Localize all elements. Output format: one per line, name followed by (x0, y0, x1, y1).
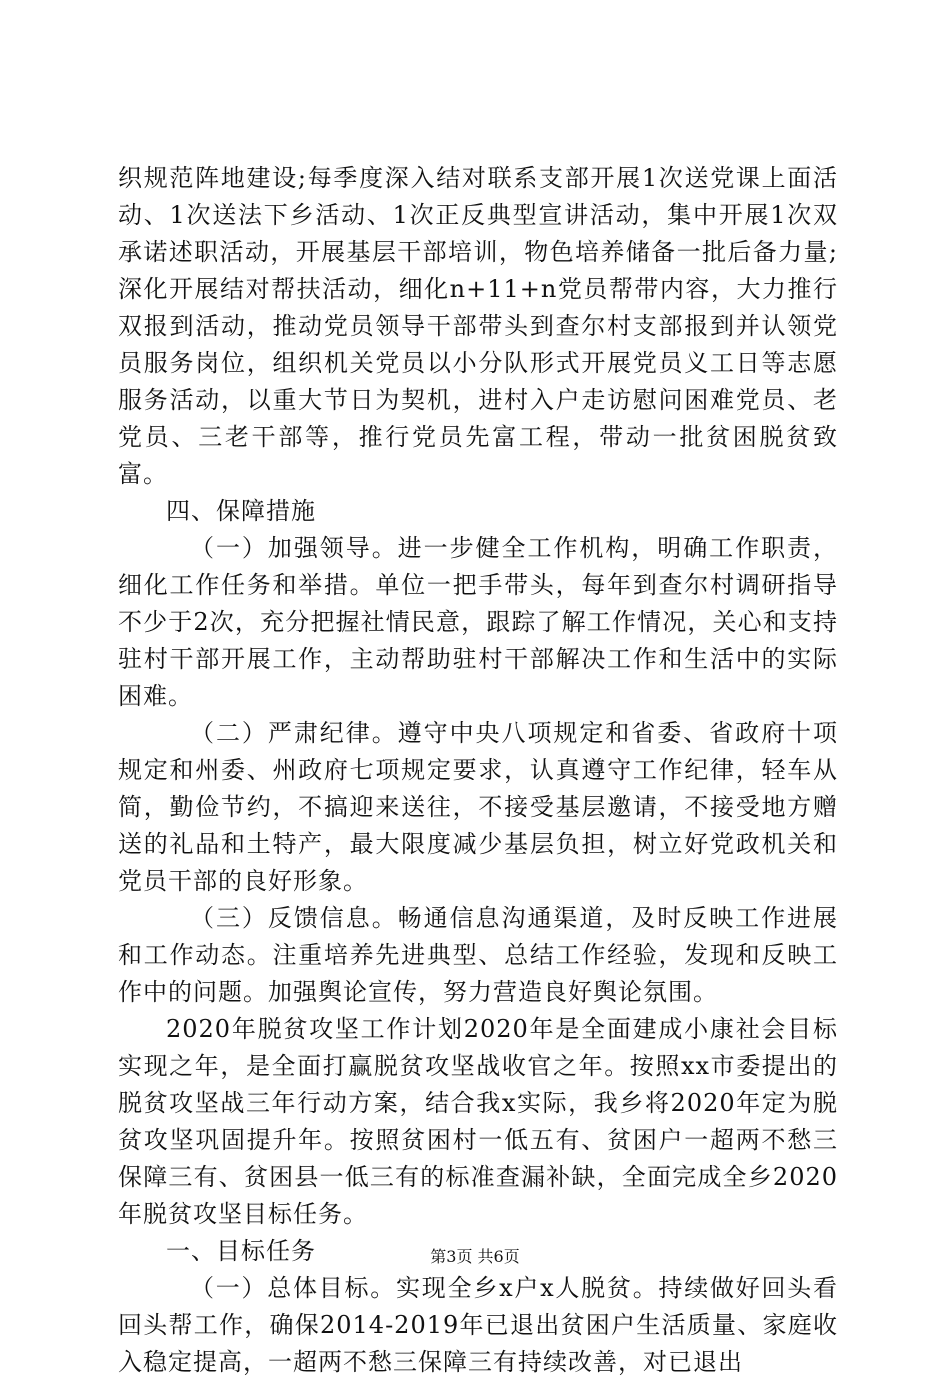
paragraph-overall-target: （一）总体目标。实现全乡x户x人脱贫。持续做好回头看回头帮工作，确保2014-2019年已退出贫困户生活质量、家庭收入稳定提高，一超两不愁三保障三有持续改善，对已退出 (118, 1274, 838, 1376)
paragraph-strict-discipline: （二）严肃纪律。遵守中央八项规定和省委、省政府十项规定和州委、州政府七项规定要求，认真遵守工作纪律，轻车从简，勤俭节约，不搞迎来送往，不接受基层邀请，不接受地方赠送的礼品和土特产，最大限度减少基层负担，树立好党政机关和党员干部的良好形象。 (118, 719, 838, 895)
document-body (118, 160, 838, 1381)
page-footer (0, 1247, 950, 1267)
page-indicator: 第3页 共6页 (430, 1247, 520, 1266)
heading-target-tasks: 一、目标任务 (166, 1237, 316, 1265)
paragraph-strengthen-leadership: （一）加强领导。进一步健全工作机构，明确工作职责，细化工作任务和举措。单位一把手带头，每年到查尔村调研指导不少于2次，充分把握社情民意，跟踪了解工作情况，关心和支持驻村干部开展工作，主动帮助驻村干部解决工作和生活中的实际困难。 (118, 534, 838, 710)
paragraph-party-building-activities: 织规范阵地建设;每季度深入结对联系支部开展1次送党课上面活动、1次送法下乡活动、1次正反典型宣讲活动，集中开展1次双承诺述职活动，开展基层干部培训，物色培养储备一批后备力量;深化开展结对帮扶活动，细化n+11+n党员帮带内容，大力推行双报到活动，推动党员领导干部带头到查尔村支部报到并认领党员服务岗位，组织机关党员以小分队形式开展党员义工日等志愿服务活动，以重大节日为契机，进村入户走访慰问困难党员、老党员、三老干部等，推行党员先富工程，带动一批贫困脱贫致富。 (118, 164, 838, 488)
paragraph-2020-plan-intro: 2020年脱贫攻坚工作计划2020年是全面建成小康社会目标实现之年，是全面打赢脱贫攻坚战收官之年。按照xx市委提出的脱贫攻坚战三年行动方案，结合我x实际，我乡将2020年定为脱贫攻坚巩固提升年。按照贫困村一低五有、贫困户一超两不愁三保障三有、贫困县一低三有的标准查漏补缺，全面完成全乡2020年脱贫攻坚目标任务。 (118, 1015, 838, 1228)
paragraph-feedback-information: （三）反馈信息。畅通信息沟通渠道，及时反映工作进展和工作动态。注重培养先进典型、总结工作经验，发现和反映工作中的问题。加强舆论宣传，努力营造良好舆论氛围。 (118, 904, 838, 1006)
heading-safeguard-measures: 四、保障措施 (166, 497, 316, 525)
